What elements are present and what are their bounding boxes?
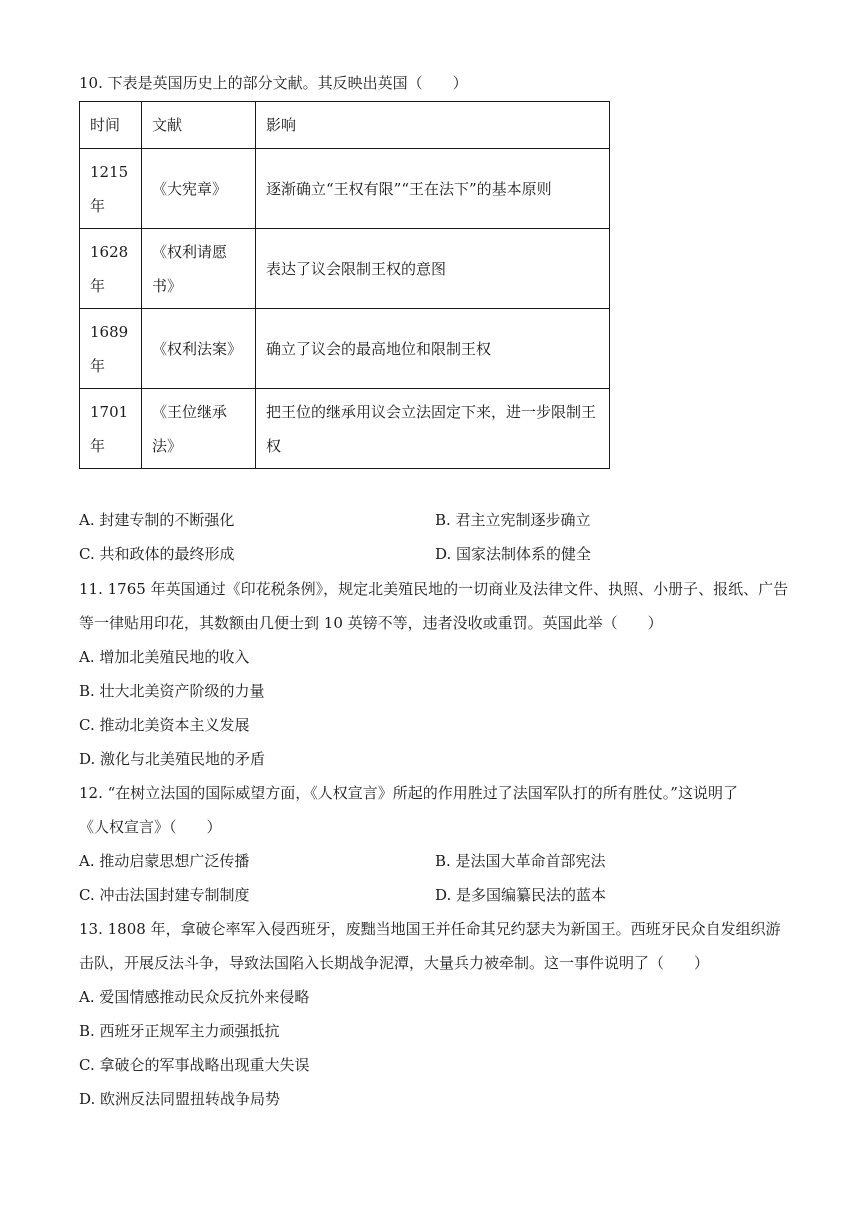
q10-option-a: A. 封建专制的不断强化 [79, 511, 235, 529]
q12-stem-line1: 12. “在树立法国的国际威望方面，《人权宣言》所起的作用胜过了法国军队打的所有胜仗。”这说明了 [79, 784, 738, 802]
cell-document: 《权利请愿书》 [142, 229, 256, 309]
cell-effect: 逐渐确立“王权有限”“王在法下”的基本原则 [256, 149, 610, 229]
header-time: 时间 [80, 102, 142, 149]
cell-document: 《大宪章》 [142, 149, 256, 229]
header-document: 文献 [142, 102, 256, 149]
time-year: 1701 [90, 402, 129, 421]
q11-option-a: A. 增加北美殖民地的收入 [79, 648, 250, 666]
time-unit: 年 [90, 276, 106, 295]
time-year: 1689 [90, 322, 129, 341]
cell-document: 《权利法案》 [142, 309, 256, 389]
cell-time [80, 149, 142, 229]
q10-option-c: C. 共和政体的最终形成 [79, 545, 235, 563]
documents-table [79, 101, 610, 469]
q13-option-a: A. 爱国情感推动民众反抗外来侵略 [79, 988, 310, 1006]
q12-option-b: B. 是法国大革命首部宪法 [435, 852, 606, 870]
table-row [80, 229, 610, 309]
q13-option-c: C. 拿破仑的军事战略出现重大失误 [79, 1056, 310, 1074]
q12-option-d: D. 是多国编纂民法的蓝本 [435, 886, 607, 904]
q11-stem-line2: 等一律贴用印花，其数额由几便士到 10 英镑不等，违者没收或重罚。英国此举（ ） [79, 614, 663, 632]
cell-effect: 确立了议会的最高地位和限制王权 [256, 309, 610, 389]
table-row [80, 149, 610, 229]
q10-stem: 10. 下表是英国历史上的部分文献。其反映出英国（ ） [79, 74, 468, 92]
q13-stem-line2: 击队，开展反法斗争，导致法国陷入长期战争泥潭，大量兵力被牵制。这一事件说明了（ ） [79, 954, 710, 972]
cell-time [80, 309, 142, 389]
time-unit: 年 [90, 436, 106, 455]
table-header-row [80, 102, 610, 149]
time-year: 1628 [90, 242, 129, 261]
q10-option-b: B. 君主立宪制逐步确立 [435, 511, 591, 529]
header-effect: 影响 [256, 102, 610, 149]
q13-option-d: D. 欧洲反法同盟扭转战争局势 [79, 1090, 281, 1108]
q11-option-d: D. 激化与北美殖民地的矛盾 [79, 750, 266, 768]
q12-option-c: C. 冲击法国封建专制制度 [79, 886, 250, 904]
cell-effect: 把王位的继承用议会立法固定下来，进一步限制王权 [256, 389, 610, 469]
table-row [80, 389, 610, 469]
q12-option-a: A. 推动启蒙思想广泛传播 [79, 852, 250, 870]
q12-stem-line2: 《人权宣言》（ ） [79, 818, 222, 836]
q11-option-c: C. 推动北美资本主义发展 [79, 716, 250, 734]
q13-option-b: B. 西班牙正规军主力顽强抵抗 [79, 1022, 280, 1040]
table-row [80, 309, 610, 389]
q11-option-b: B. 壮大北美资产阶级的力量 [79, 682, 265, 700]
cell-time [80, 389, 142, 469]
cell-effect: 表达了议会限制王权的意图 [256, 229, 610, 309]
cell-document: 《王位继承法》 [142, 389, 256, 469]
q11-stem-line1: 11. 1765 年英国通过《印花税条例》，规定北美殖民地的一切商业及法律文件、执照、小册子、报纸、广告 [79, 580, 789, 598]
time-unit: 年 [90, 196, 106, 215]
time-year: 1215 [90, 162, 129, 181]
cell-time [80, 229, 142, 309]
q10-option-d: D. 国家法制体系的健全 [435, 545, 592, 563]
q13-stem-line1: 13. 1808 年，拿破仑率军入侵西班牙，废黜当地国王并任命其兄约瑟夫为新国王。西班牙民众自发组织游 [79, 920, 781, 938]
time-unit: 年 [90, 356, 106, 375]
